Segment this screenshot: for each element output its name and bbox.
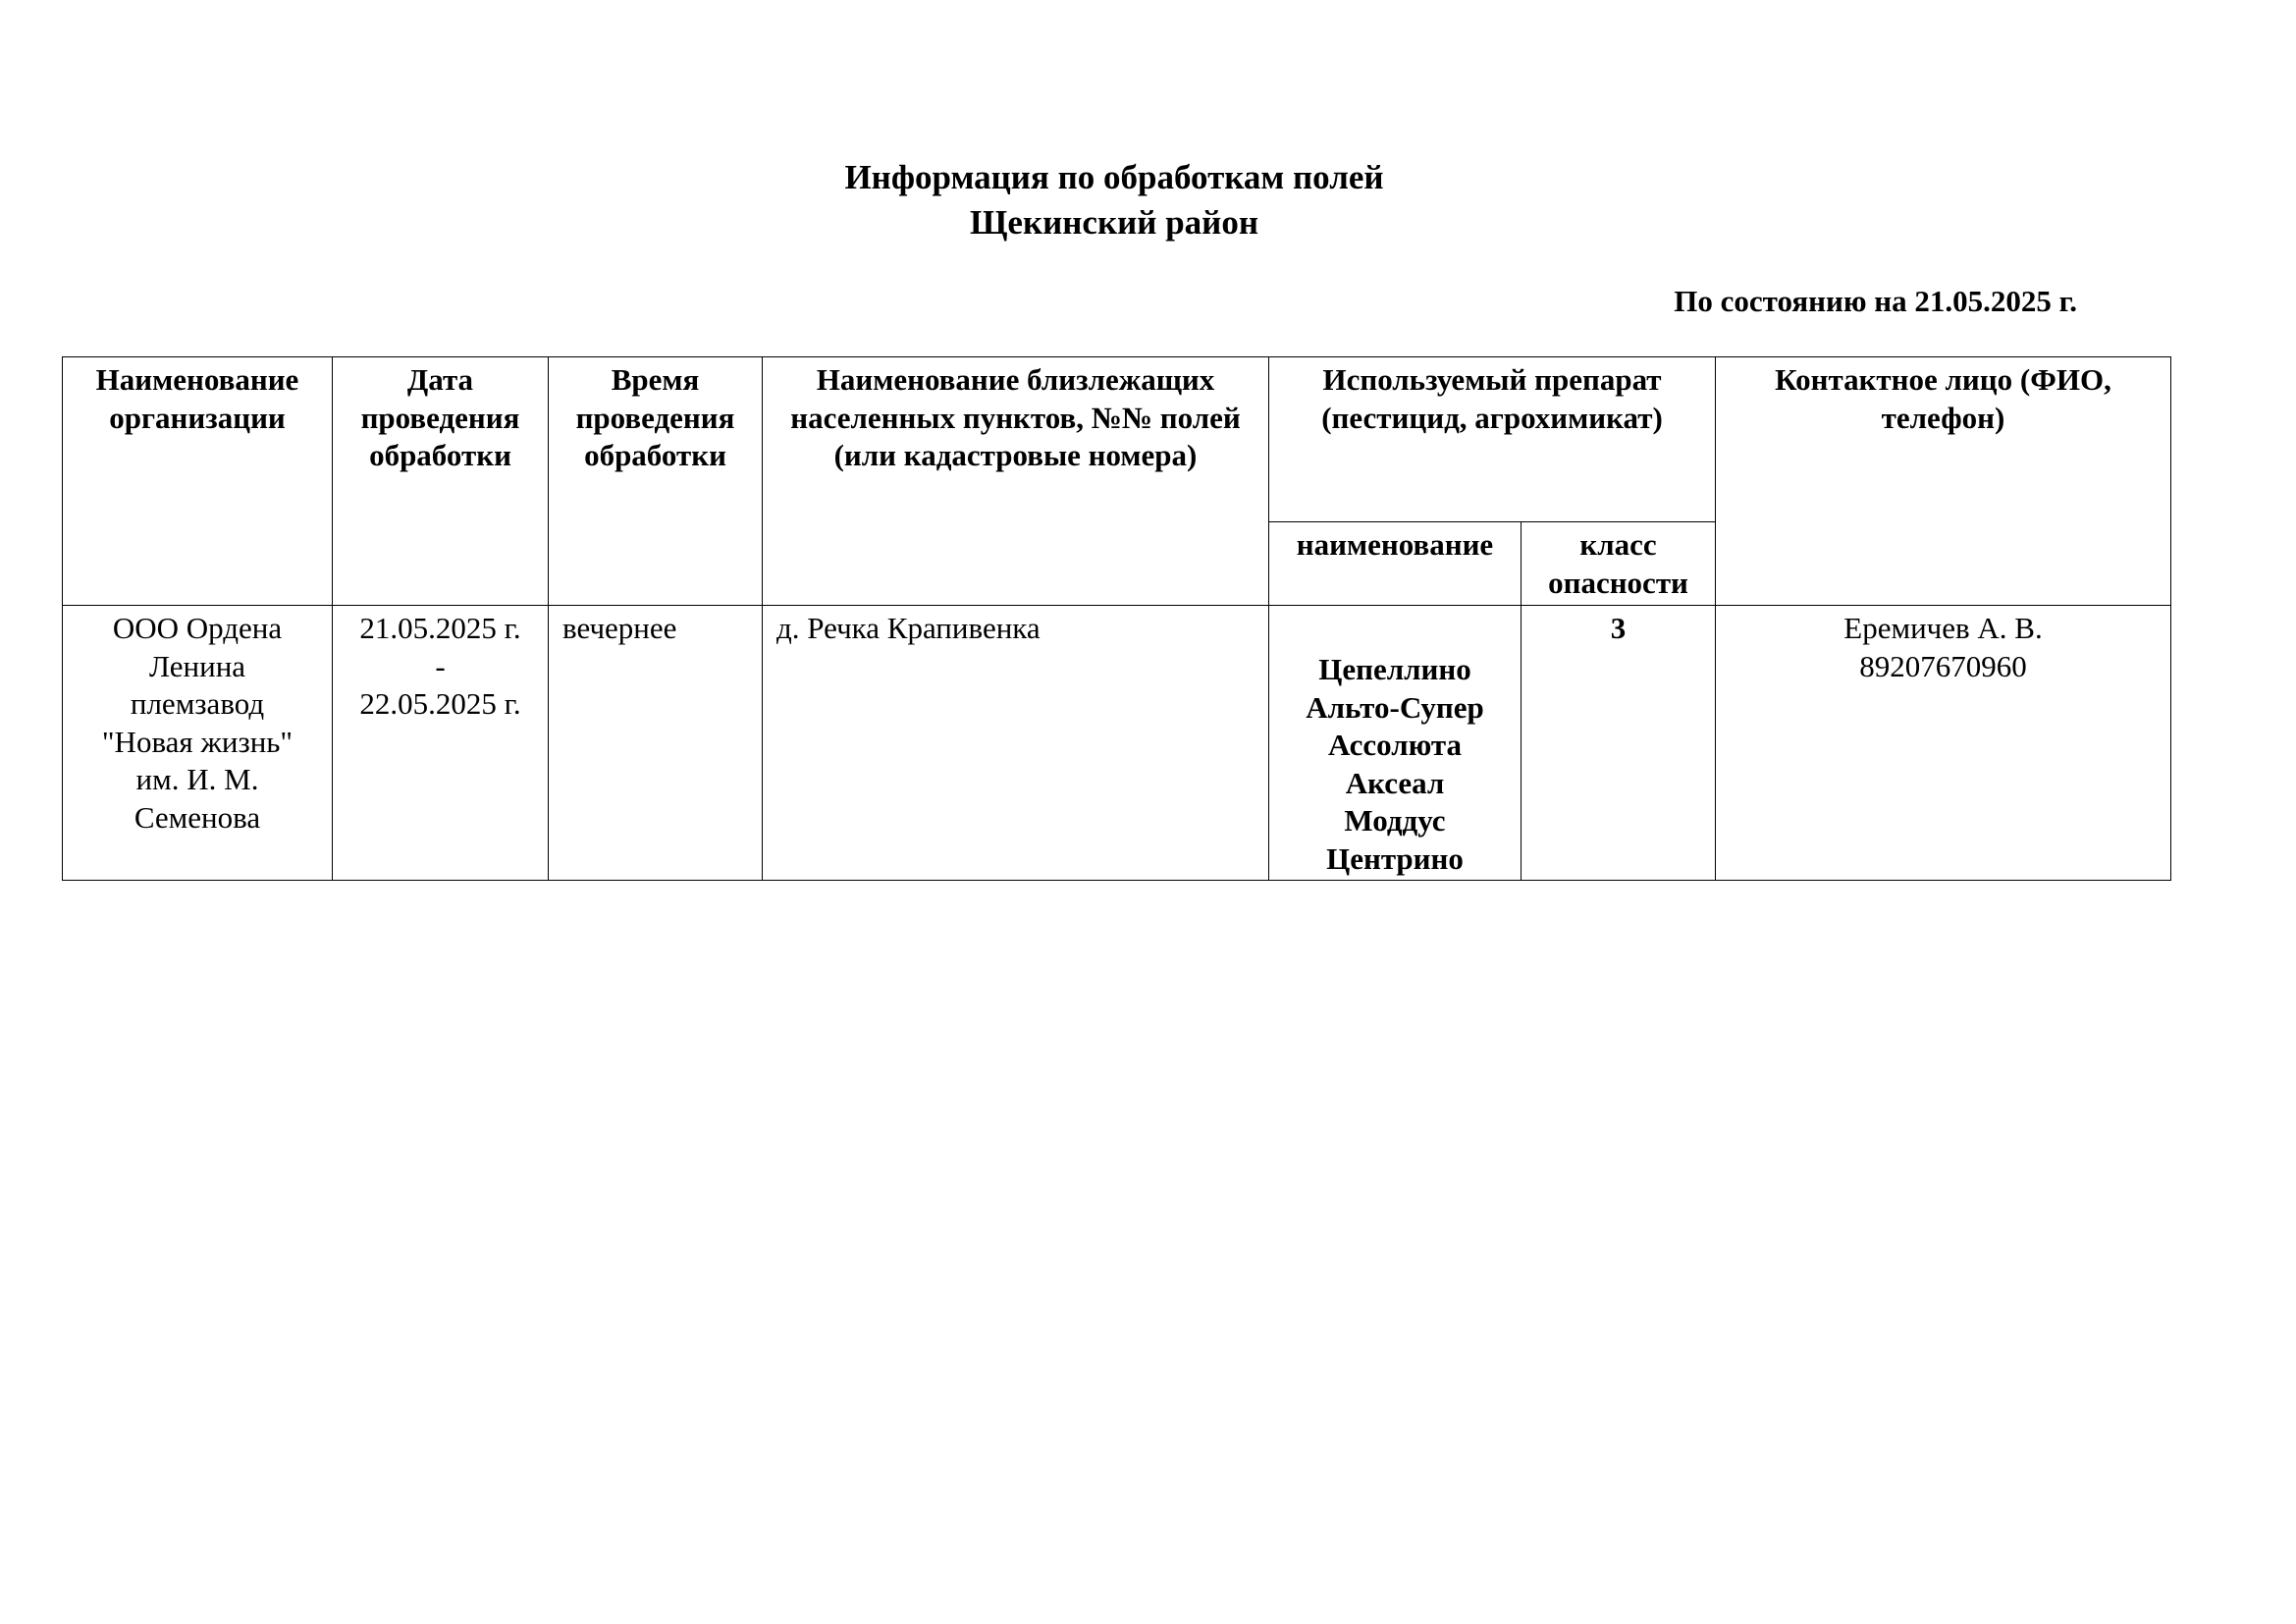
title-line-1: Информация по обработкам полей [844,158,1384,196]
header-prep-class: класс опасности [1522,522,1716,606]
document-title [0,155,2228,245]
header-preparation: Используемый препарат (пестицид, агрохимикат) [1269,357,1716,522]
cell-org: ООО Ордена Ленина племзавод "Новая жизнь" им. И. М. Семенова [63,606,333,881]
cell-prep-class: 3 [1522,606,1716,881]
treatments-table [62,356,2171,881]
as-of-date: По состоянию на 21.05.2025 г. [1674,284,2077,318]
cell-time: вечернее [549,606,763,881]
header-org: Наименование организации [63,357,333,606]
cell-date: 21.05.2025 г. - 22.05.2025 г. [333,606,549,881]
header-places: Наименование близлежащих населенных пунктов, №№ полей (или кадастровые номера) [763,357,1269,606]
header-time: Время проведения обработки [549,357,763,606]
header-contact: Контактное лицо (ФИО, телефон) [1716,357,2171,606]
header-prep-name: наименование [1269,522,1522,606]
cell-places: д. Речка Крапивенка [763,606,1269,881]
header-date: Дата проведения обработки [333,357,549,606]
header-row [63,357,2171,522]
cell-prep-name: Цепеллино Альто-Супер Ассолюта Аксеал Моддус Центрино [1269,606,1522,881]
cell-contact: Еремичев А. В. 89207670960 [1716,606,2171,881]
title-line-2: Щекинский район [969,203,1259,242]
table-row [63,606,2171,881]
